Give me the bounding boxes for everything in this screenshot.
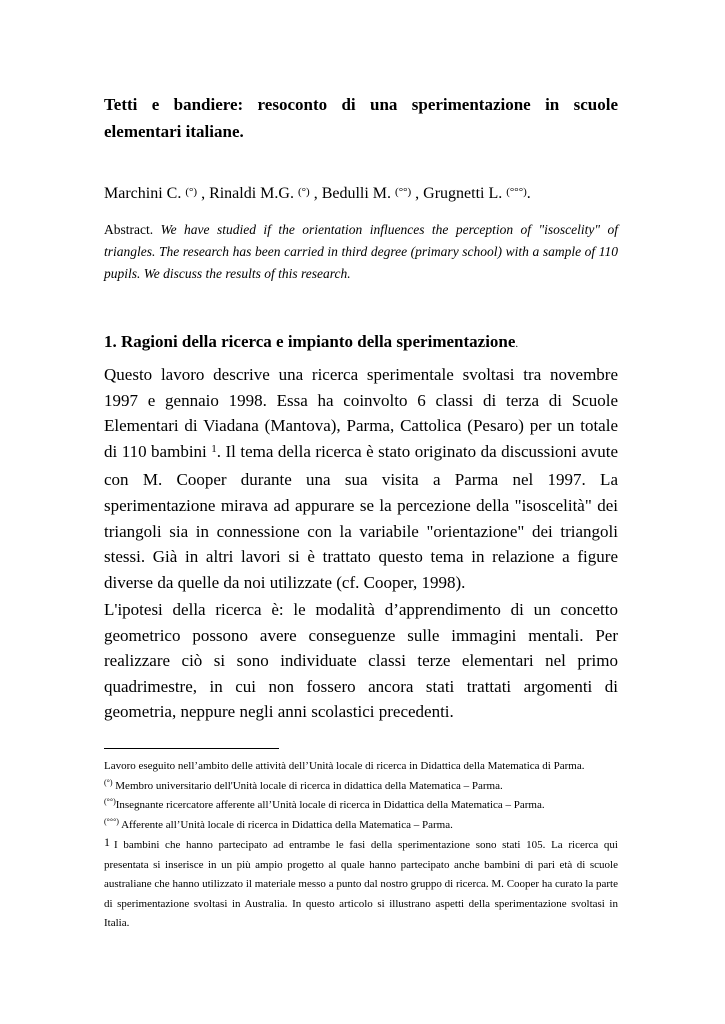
body-paragraph (104, 362, 618, 595)
footnote-text: Afferente all’Unità locale di ricerca in Didattica della Matematica – Parma. (118, 818, 453, 831)
footnote-mark: (°) (104, 777, 113, 787)
footnotes (104, 757, 618, 934)
author-bedulli: , Bedulli M. (309, 185, 396, 202)
paper-title: Tetti e bandiere: resoconto di una sperimentazione in scuole elementari italiane. (104, 95, 618, 141)
footnote-mark: (°°°) (104, 816, 119, 826)
abstract-text: We have studied if the orientation influences the perception of "isoscelity" of triangles. The research has been carried in third degree (primary school) with a sample of 110 pupils. We discuss the results of this research. (104, 222, 618, 281)
body-paragraph: L'ipotesi della ricerca è: le modalità d’apprendimento di un concetto geometrico possono avere conseguenze sulle immagini mentali. Per realizzare ciò si sono individuate classi terze elementari nel primo quadrimestre, in cui non fossero ancora stati trattati argomenti di geometria, neppure negli anni scolastici precedenti. (104, 600, 618, 722)
footnote-reference[interactable]: 1 (211, 442, 217, 455)
paragraph-text: Questo lavoro descrive una ricerca sperimentale svoltasi tra novembre 1997 e gennaio 1998. Essa ha coinvolto 6 classi di terza di Scuole Elementari di Viadana (Mantova), Parma, Cattolica (Pesaro) per un totale di 110 bambini (104, 365, 618, 461)
footnote-mark: (°°) (104, 797, 116, 806)
paragraph-text: . Il tema della ricerca è stato originato da discussioni avute con M. Cooper durante una sua visita a Parma nel 1997. La sperimentazione mirava ad appurare se la percezione della "isoscelità" dei triangoli sia in connessione con la variabile "orientazione" dei triangoli stessi. Già in altri lavori si è trattato questo tema in relazione a figure diverse da quelle da noi utilizzate (cf. Cooper, 1998). (104, 441, 618, 592)
footnote (104, 816, 618, 836)
footnote (104, 835, 618, 934)
author-grugnetti: , Grugnetti L. (411, 185, 507, 202)
footnote-text: Lavoro eseguito nell’ambito delle attività dell’Unità locale di ricerca in Didattica della Matematica di Parma. (104, 760, 585, 772)
footnote-text: Insegnante ricercatore afferente all’Unità locale di ricerca in Didattica della Matematica – Parma. (115, 799, 545, 811)
author-rinaldi: , Rinaldi M.G. (197, 185, 298, 202)
footnote (104, 777, 618, 797)
author-affiliation-mark: (°°°) (506, 186, 527, 198)
author-marchini: Marchini C. (104, 185, 186, 202)
abstract-label: Abstract. (104, 222, 161, 237)
author-affiliation-mark: (°) (297, 186, 310, 198)
footnote-mark: 1 (104, 835, 110, 849)
footnote (104, 757, 618, 777)
section-heading-period: . (515, 338, 519, 350)
abstract (104, 219, 618, 285)
author-list (104, 183, 644, 206)
author-affiliation-mark: (°) (185, 186, 198, 198)
footnote (104, 796, 618, 816)
footnote-text: I bambini che hanno partecipato ad entrambe le fasi della sperimentazione sono stati 105. La ricerca qui presentata si inserisce in un più ampio progetto al quale hanno partecipato anche bambini di pari età di scuole australiane che hanno utilizzato il materiale messo a punto dal nostro gruppo di ricerca. M. Cooper ha curato la parte di sperimentazione svoltasi in Australia. In questo articolo si illustrano aspetti della sperimentazione svoltasi in Italia. (104, 839, 618, 929)
footnote-text: Membro universitario dell'Unità locale di ricerca in didattica della Matematica – Parma. (112, 779, 503, 792)
footnote-separator (104, 748, 279, 749)
author-affiliation-mark: (°°) (395, 186, 412, 198)
section-heading-text: 1. Ragioni della ricerca e impianto della sperimentazione (104, 332, 516, 351)
section-heading (104, 330, 624, 356)
author-list-end: . (526, 185, 531, 202)
